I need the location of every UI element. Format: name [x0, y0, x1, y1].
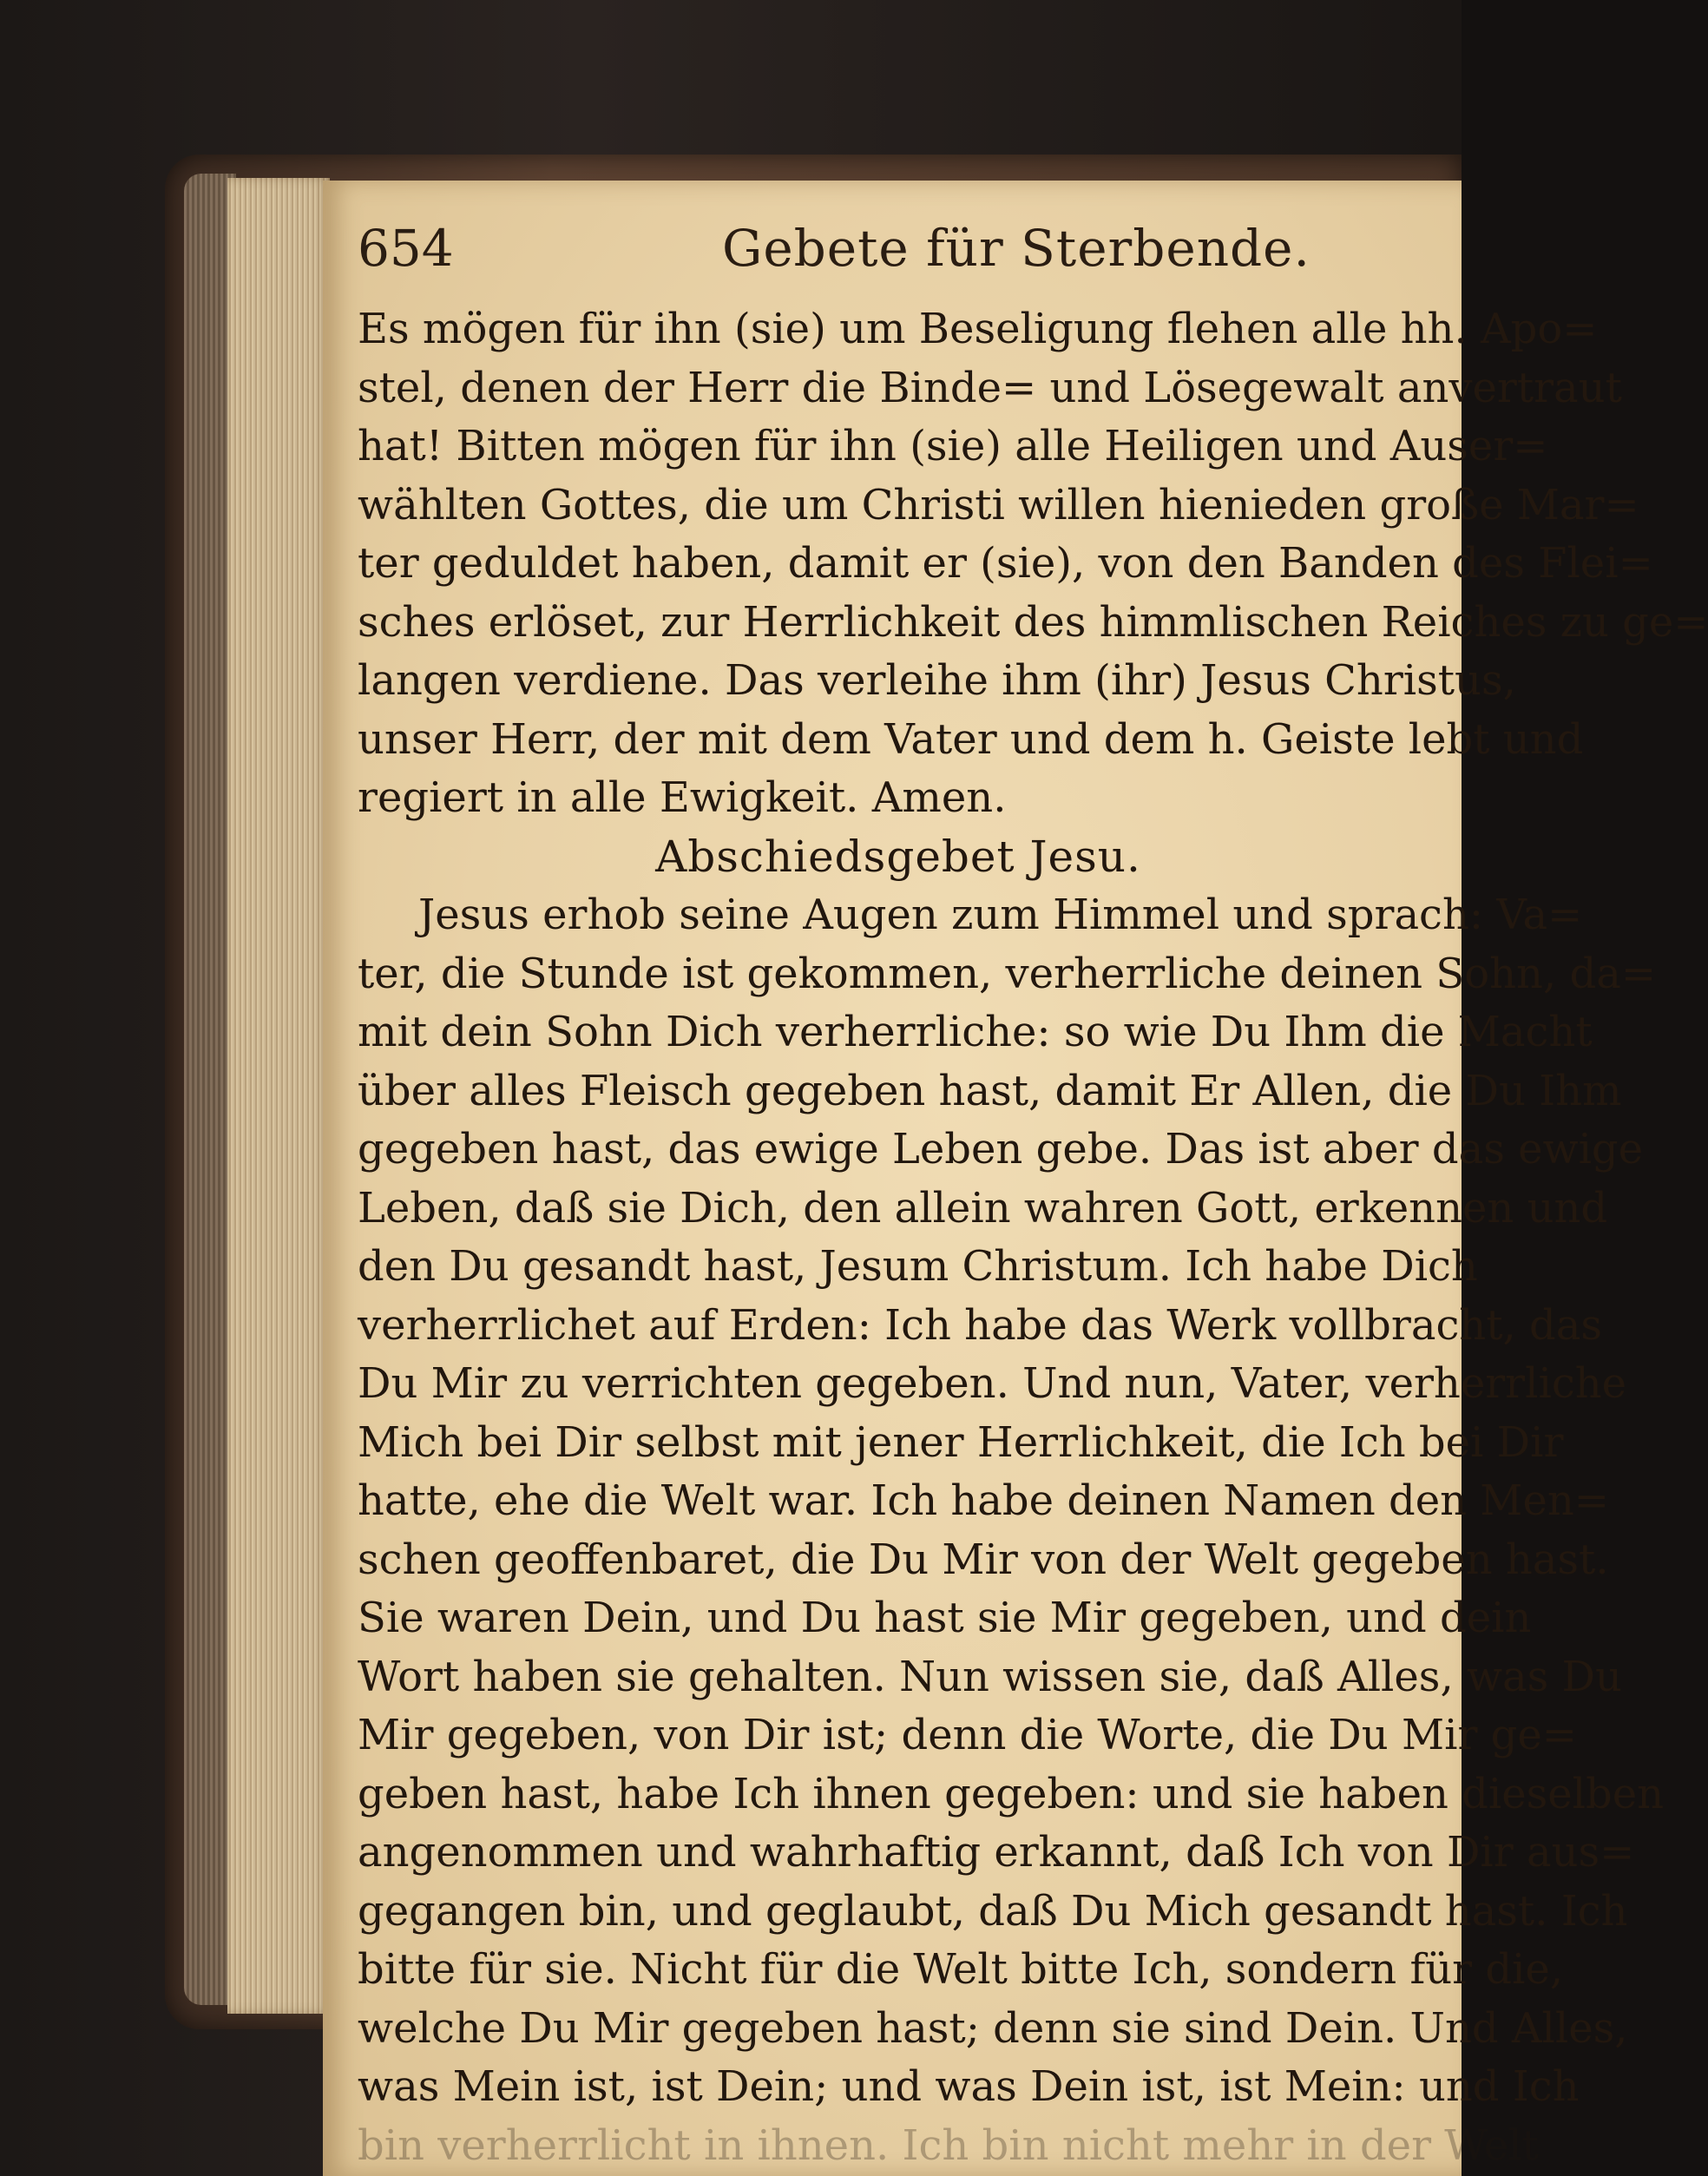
text-line: Du Mir zu verrichten gegeben. Und nun, Vater, verherrliche [358, 1359, 1627, 1408]
text-line: Jesus erhob seine Augen zum Himmel und sprach: Va= [418, 891, 1583, 939]
text-line: ter geduldet haben, damit er (sie), von den Banden des Flei= [358, 539, 1653, 588]
text-line: mit dein Sohn Dich verherrliche: so wie Du Ihm die Macht [358, 1008, 1593, 1056]
text-line-cut-off: bin verherrlicht in ihnen. Ich bin nicht mehr in der Welt [358, 2120, 1539, 2170]
page-header [358, 219, 1442, 297]
text-line: hatte, ehe die Welt war. Ich habe deinen Namen den Men= [358, 1476, 1609, 1525]
text-line: über alles Fleisch gegeben hast, damit Er Allen, die Du Ihm [358, 1066, 1622, 1115]
text-line: welche Du Mir gegeben hast; denn sie sind Dein. Und Alles, [358, 2003, 1628, 2053]
text-line: schen geoffenbaret, die Du Mir von der Welt gegeben hast. [358, 1535, 1609, 1584]
text-line: Es mögen für ihn (sie) um Beseligung flehen alle hh. Apo= [358, 305, 1598, 353]
text-line: langen verdiene. Das verleihe ihm (ihr) Jesus Christus, [358, 656, 1516, 705]
text-line: gegeben hast, das ewige Leben gebe. Das ist aber das ewige [358, 1125, 1644, 1173]
text-line: den Du gesandt hast, Jesum Christum. Ich habe Dich [358, 1242, 1478, 1291]
text-line: bitte für sie. Nicht für die Welt bitte Ich, sondern für die, [358, 1945, 1564, 1994]
text-line: ter, die Stunde ist gekommen, verherrliche deinen Sohn, da= [358, 949, 1657, 998]
text-line: verherrlichet auf Erden: Ich habe das Werk vollbracht, das [358, 1300, 1603, 1350]
text-line: Mir gegeben, von Dir ist; denn die Worte, die Du Mir ge= [358, 1711, 1578, 1759]
section-heading: Abschiedsgebet Jesu. [655, 831, 1141, 882]
text-line: angenommen und wahrhaftig erkannt, daß Ich von Dir aus= [358, 1828, 1635, 1877]
text-line: geben hast, habe Ich ihnen gegeben: und sie haben dieselben [358, 1769, 1665, 1818]
page-number: 654 [358, 219, 454, 278]
text-line: unser Herr, der mit dem Vater und dem h. Geiste lebt und [358, 714, 1584, 764]
text-line: regiert in alle Ewigkeit. Amen. [358, 773, 1007, 822]
text-line: Sie waren Dein, und Du hast sie Mir gegeben, und dein [358, 1594, 1532, 1642]
text-line: wählten Gottes, die um Christi willen hienieden große Mar= [358, 480, 1639, 529]
body-text [358, 300, 1708, 2175]
running-title: Gebete für Sterbende. [722, 219, 1311, 278]
text-line: stel, denen der Herr die Binde= und Lösegewalt anvertraut [358, 363, 1622, 412]
page-edges [227, 178, 330, 2014]
text-line: Wort haben sie gehalten. Nun wissen sie, daß Alles, was Du [358, 1652, 1622, 1701]
book-page [323, 181, 1708, 2176]
text-line: was Mein ist, ist Dein; und was Dein ist, ist Mein: und Ich [358, 2062, 1580, 2111]
text-line: Leben, daß sie Dich, den allein wahren Gott, erkennen und [358, 1183, 1608, 1233]
text-line: gegangen bin, und geglaubt, daß Du Mich gesandt hast. Ich [358, 1886, 1628, 1936]
text-line: sches erlöset, zur Herrlichkeit des himmlischen Reiches zu ge= [358, 597, 1708, 647]
text-line: hat! Bitten mögen für ihn (sie) alle Heiligen und Auser= [358, 422, 1548, 470]
text-line: Mich bei Dir selbst mit jener Herrlichkeit, die Ich bei Dir [358, 1417, 1564, 1467]
